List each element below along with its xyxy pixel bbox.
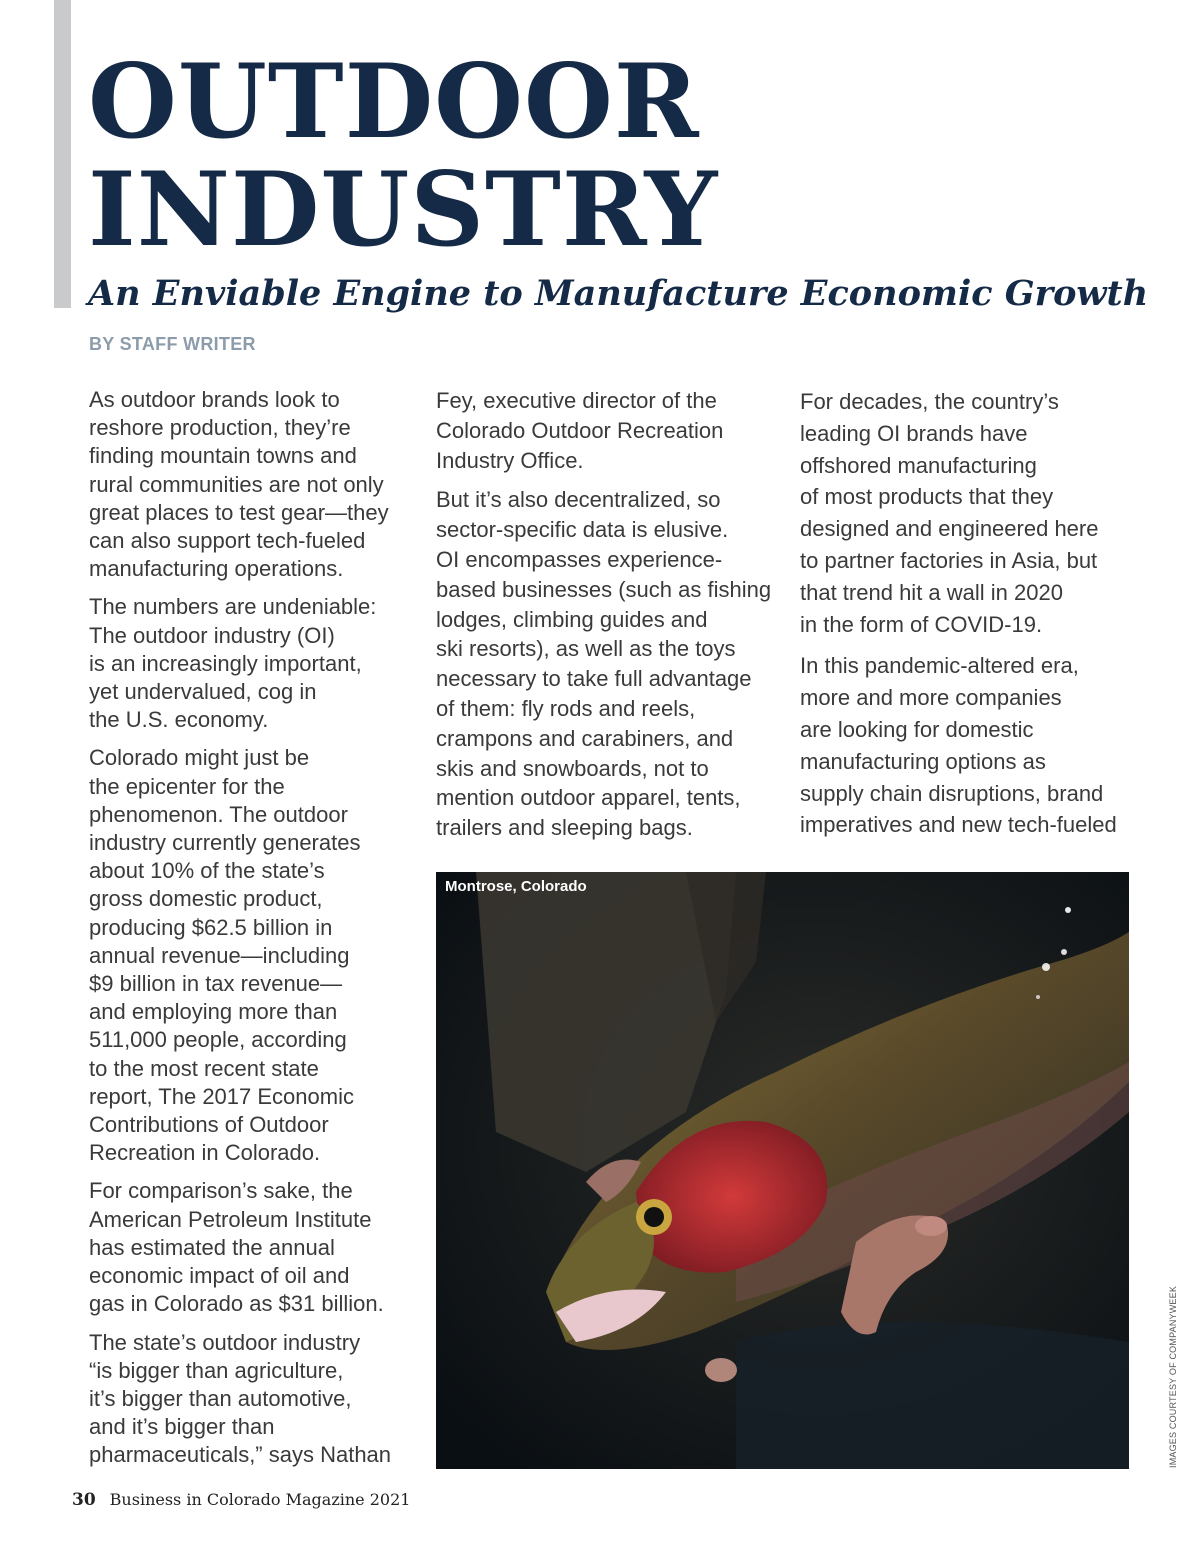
text-line: great places to test gear—they xyxy=(89,499,389,525)
publication-name: Business in Colorado Magazine 2021 xyxy=(109,1490,411,1509)
title-line-2: INDUSTRY xyxy=(88,150,719,270)
paragraph xyxy=(89,593,419,734)
accent-bar xyxy=(54,0,71,308)
text-line: crampons and carabiners, and xyxy=(436,725,734,751)
text-line: leading OI brands have xyxy=(800,420,1028,446)
text-line: American Petroleum Institute xyxy=(89,1206,372,1232)
title-line-1: OUTDOOR xyxy=(88,42,700,162)
trout-illustration xyxy=(436,872,1129,1469)
photo-caption: Montrose, Colorado xyxy=(445,878,587,895)
text-line: trailers and sleeping bags. xyxy=(436,815,693,841)
text-column-2 xyxy=(436,386,781,853)
trout-photo xyxy=(436,872,1129,1469)
text-line: the epicenter for the xyxy=(89,773,285,799)
text-line: in the form of COVID-19. xyxy=(800,611,1043,637)
text-line: Colorado Outdoor Recreation xyxy=(436,417,724,443)
text-line: imperatives and new tech-fueled xyxy=(800,812,1117,838)
byline: BY STAFF WRITER xyxy=(89,334,256,354)
text-line: about 10% of the state’s xyxy=(89,858,325,884)
text-line: reshore production, they’re xyxy=(89,415,351,441)
text-line: For decades, the country’s xyxy=(800,389,1059,414)
text-line: gross domestic product, xyxy=(89,886,323,912)
text-line: and it’s bigger than xyxy=(89,1414,275,1440)
page-footer xyxy=(72,1490,410,1510)
article-title xyxy=(88,42,719,270)
text-line: Fey, executive director of the xyxy=(436,388,717,413)
paragraph xyxy=(89,1177,419,1318)
paragraph xyxy=(800,650,1145,841)
paragraph xyxy=(800,386,1145,640)
text-line: Colorado might just be xyxy=(89,745,310,771)
text-line: and employing more than xyxy=(89,999,338,1025)
image-credit: IMAGES COURTESY OF COMPANYWEEK xyxy=(1168,1285,1178,1468)
text-line: The numbers are undeniable: xyxy=(89,594,377,620)
paragraph xyxy=(436,485,781,843)
text-line: As outdoor brands look to xyxy=(89,387,340,412)
text-line: lodges, climbing guides and xyxy=(436,606,708,632)
article-subtitle: An Enviable Engine to Manufacture Economic Growth xyxy=(88,273,1149,314)
text-line: can also support tech-fueled xyxy=(89,528,366,554)
text-line: The state’s outdoor industry xyxy=(89,1329,361,1355)
text-line: “is bigger than agriculture, xyxy=(89,1357,344,1383)
text-line: The outdoor industry (OI) xyxy=(89,622,335,648)
text-line: For comparison’s sake, the xyxy=(89,1178,353,1204)
text-line: Contributions of Outdoor xyxy=(89,1112,329,1138)
text-line: report, The 2017 Economic xyxy=(89,1083,354,1109)
text-line: based businesses (such as fishing xyxy=(436,576,772,602)
text-line: has estimated the annual xyxy=(89,1234,335,1260)
text-line: finding mountain towns and xyxy=(89,443,357,469)
text-line: sector-specific data is elusive. xyxy=(436,517,729,543)
text-line: But it’s also decentralized, so xyxy=(436,487,721,513)
text-line: Recreation in Colorado. xyxy=(89,1140,321,1166)
text-column-1 xyxy=(89,386,419,1480)
text-line: annual revenue—including xyxy=(89,942,350,968)
text-line: offshored manufacturing xyxy=(800,452,1037,478)
text-line: yet undervalued, cog in xyxy=(89,679,317,705)
text-line: supply chain disruptions, brand xyxy=(800,780,1104,806)
text-line: Industry Office. xyxy=(436,447,584,473)
text-line: of them: fly rods and reels, xyxy=(436,695,696,721)
text-line: $9 billion in tax revenue— xyxy=(89,971,343,997)
text-line: is an increasingly important, xyxy=(89,650,362,676)
text-line: pharmaceuticals,” says Nathan xyxy=(89,1442,392,1468)
text-line: industry currently generates xyxy=(89,830,361,856)
text-line: gas in Colorado as $31 billion. xyxy=(89,1291,384,1317)
paragraph xyxy=(89,1329,419,1470)
text-line: that trend hit a wall in 2020 xyxy=(800,579,1063,605)
text-line: producing $62.5 billion in xyxy=(89,914,333,940)
text-line: it’s bigger than automotive, xyxy=(89,1385,352,1411)
text-line: the U.S. economy. xyxy=(89,707,269,733)
text-line: manufacturing operations. xyxy=(89,556,344,582)
page-number: 30 xyxy=(72,1490,96,1510)
text-line: to partner factories in Asia, but xyxy=(800,547,1098,573)
text-line: manufacturing options as xyxy=(800,748,1046,774)
text-line: skis and snowboards, not to xyxy=(436,755,709,781)
paragraph xyxy=(436,386,781,475)
paragraph xyxy=(89,386,419,583)
paragraph xyxy=(89,744,419,1167)
text-line: rural communities are not only xyxy=(89,471,384,497)
text-line: ski resorts), as well as the toys xyxy=(436,636,736,662)
text-line: of most products that they xyxy=(800,484,1054,510)
text-line: designed and engineered here xyxy=(800,516,1099,542)
text-line: more and more companies xyxy=(800,685,1062,711)
text-line: OI encompasses experience- xyxy=(436,546,723,572)
text-line: In this pandemic-altered era, xyxy=(800,653,1079,679)
text-line: to the most recent state xyxy=(89,1055,319,1081)
text-line: are looking for domestic xyxy=(800,716,1034,742)
text-line: economic impact of oil and xyxy=(89,1263,350,1289)
text-line: 511,000 people, according xyxy=(89,1027,347,1053)
text-line: mention outdoor apparel, tents, xyxy=(436,785,741,811)
text-column-3 xyxy=(800,386,1145,851)
text-line: necessary to take full advantage xyxy=(436,666,752,692)
text-line: phenomenon. The outdoor xyxy=(89,801,348,827)
